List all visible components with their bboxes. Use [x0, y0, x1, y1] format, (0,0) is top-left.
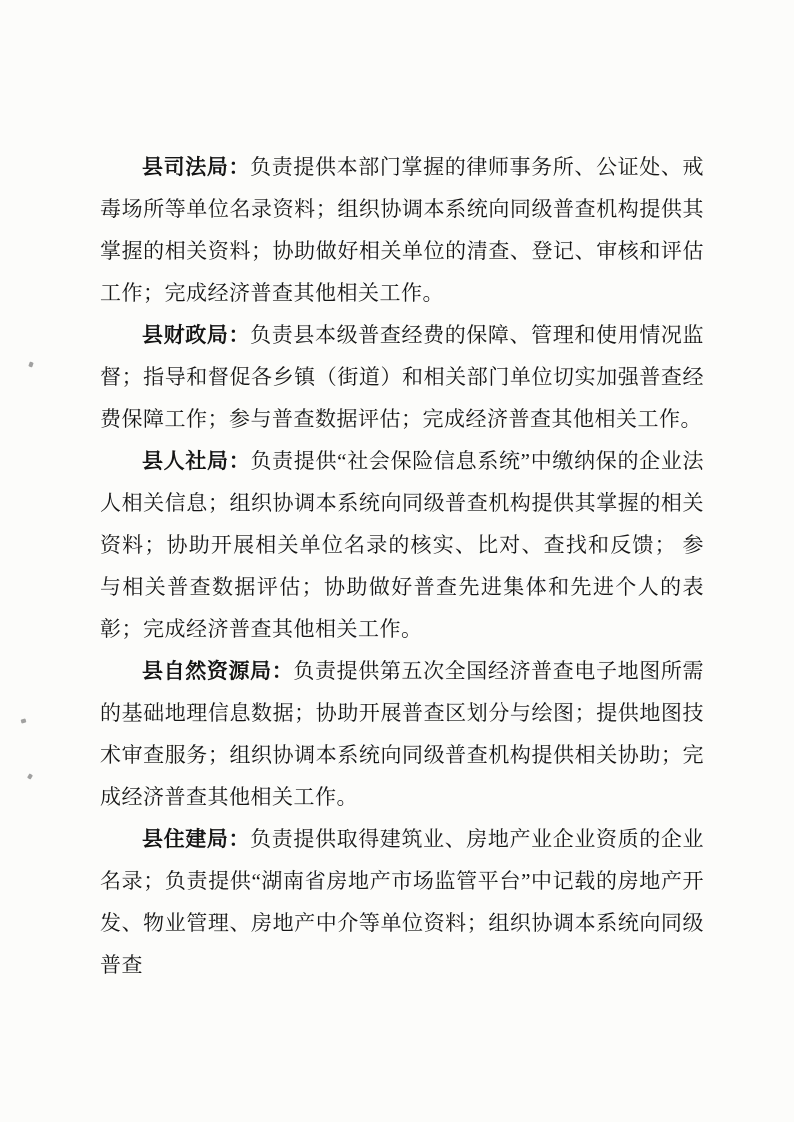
paragraph-human-resources-bureau [100, 440, 704, 650]
paragraph-justice-bureau [100, 146, 704, 314]
bureau-name-label: 县自然资源局： [142, 659, 294, 683]
scan-artifact [28, 361, 33, 367]
bureau-duties-text: 负责提供本部门掌握的律师事务所、公证处、戒 毒场所等单位名录资料；组织协调本系统向同级普查机构提供其 掌握的相关资料；协助做好相关单位的清查、登记、审核和评估工作；完成经济普查其他相关工作。 [100, 155, 705, 305]
bureau-duties-text: 负责提供第五次全国经济普查电子地图所需的基础地理信息数据；协助开展普查区划分与绘图；提供地图技术审查服务；组织协调本系统向同级普查机构提供相关协助；完成经济普查其他相关工作。 [100, 659, 705, 809]
bureau-name-label: 县住建局： [142, 827, 251, 851]
bureau-duties-text: 负责提供取得建筑业、房地产业企业资质的企业名录；负责提供“湖南省房地产市场监管平台”中记载的房地产开发、物业管理、房地产中介等单位资料；组织协调本系统向同级普查 [100, 827, 705, 977]
bureau-duties-text: 负责县本级普查经费的保障、管理和使用情况监督；指导和督促各乡镇（街道）和相关部门单位切实加强普查经费保障工作；参与普查数据评估；完成经济普查其他相关工作。 [100, 323, 705, 431]
scan-artifact [21, 718, 27, 723]
paragraph-natural-resources-bureau [100, 650, 704, 818]
bureau-duties-text: 负责提供“社会保险信息系统”中缴纳保的企业法人相关信息；组织协调本系统向同级普查机构提供其掌握的相关资料；协助开展相关单位名录的核实、比对、查找和反馈； 参与相关普查数据评估；协助做好普查先进集体和先进个人的表彰；完成经济普查其他相关工作。 [100, 449, 705, 641]
paragraph-finance-bureau [100, 314, 704, 440]
bureau-name-label: 县财政局： [142, 323, 251, 347]
bureau-name-label: 县人社局： [142, 449, 251, 473]
document-text-block [100, 146, 704, 986]
scan-artifact [27, 773, 33, 779]
bureau-name-label: 县司法局： [142, 155, 251, 179]
paragraph-housing-construction-bureau [100, 818, 704, 986]
